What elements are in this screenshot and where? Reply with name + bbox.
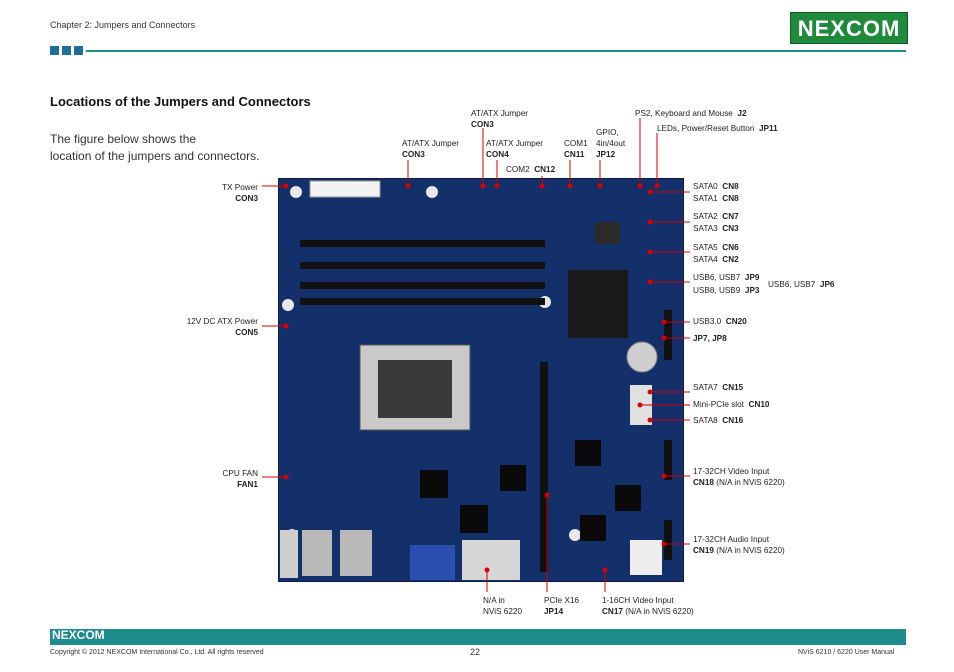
video-header [630,540,662,575]
callout-label: AT/ATX Jumper [471,109,529,118]
ic-chip [500,465,526,491]
callout-note: (N/A in NViS 6220) [713,478,785,487]
callout-code: CN15 [722,383,744,392]
callout-code: JP6 [819,280,835,289]
callout-code: CN3 [722,224,739,233]
callout-con3-left [402,138,459,160]
callout-label: PS2, Keyboard and Mouse [635,109,733,118]
board-details [280,181,672,580]
callout-label: SATA1 [693,194,718,203]
callout-label: NViS 6220 [483,607,522,616]
callout-gpio [596,127,625,160]
callout-sata4 [693,254,739,265]
callout-label: 4in/4out [596,139,626,148]
callout-con4 [486,138,543,160]
callout-label: GPIO, [596,128,619,137]
callout-label: SATA8 [693,416,718,425]
callout-code: CON3 [235,194,258,203]
callout-code: FAN1 [237,480,258,489]
callout-label: PCIe X16 [544,596,580,605]
dimm-slot [300,262,545,269]
callout-code: CON5 [235,328,258,337]
rear-io [340,530,372,576]
callout-usb67-jp6 [768,279,834,290]
section-title: Locations of the Jumpers and Connectors [50,94,311,109]
callout-code: CN12 [534,165,556,174]
footer-bar [50,629,906,645]
callout-label: USB8, USB9 [693,286,741,295]
callout-code: JP3 [744,286,760,295]
callout-label: USB6, USB7 [693,273,741,282]
callout-code: CN20 [725,317,747,326]
callout-code: CN18 [693,478,714,487]
callout-note: (N/A in NViS 6220) [713,546,785,555]
callout-code: JP11 [758,124,778,133]
callout-com1 [564,138,588,160]
callout-label: COM2 [506,165,530,174]
ic-chip [575,440,601,466]
callout-code: CN17 [602,607,623,616]
callout-12v-power [175,316,258,338]
mount-hole [290,186,302,198]
callout-code: JP7, JP8 [693,334,727,343]
callout-label: SATA3 [693,224,718,233]
callout-code: JP14 [544,607,564,616]
callout-usb89 [693,285,759,296]
pin-header [664,310,672,360]
logo-text: NEXCOM [797,16,901,41]
mount-hole [426,186,438,198]
callout-code: CN6 [722,243,739,252]
callout-sata5 [693,242,739,253]
callout-label: USB6, USB7 [768,280,816,289]
callout-label: AT/ATX Jumper [402,139,460,148]
rear-io [280,530,298,578]
mount-hole [569,529,581,541]
callout-code: CN2 [722,255,739,264]
callout-code: CON4 [486,150,509,159]
callout-label: 17-32CH Audio Input [693,535,770,544]
callout-mini-pcie [693,399,769,410]
manual-title: NViS 6210 / 6220 User Manual [798,649,895,656]
chapter-header: Chapter 2: Jumpers and Connectors [50,20,196,30]
callout-label: SATA4 [693,255,718,264]
chipset-heatsink [568,270,628,338]
callout-na [483,595,522,617]
callout-label: SATA0 [693,182,718,191]
callout-sata7 [693,382,743,393]
dimm-slot [300,240,545,247]
callout-label: SATA7 [693,383,718,392]
callout-pcie-x16 [544,595,579,617]
dimm-slot [300,282,545,289]
callout-code: CN11 [564,150,585,159]
callout-code: CN19 [693,546,714,555]
ic-chip [580,515,606,541]
callout-label: TX Power [222,183,258,192]
dimm-slot [300,298,545,305]
ic-chip [420,470,448,498]
ic-chip [595,222,620,244]
callout-label: COM1 [564,139,588,148]
intro-line-1: The figure below shows the [50,132,197,146]
callout-label: N/A in [483,596,505,605]
callout-label: 1-16CH Video Input [602,596,674,605]
callout-label: AT/ATX Jumper [486,139,544,148]
rear-io [302,530,332,576]
callout-label: 12V DC ATX Power [186,317,258,326]
callout-label: LEDs, Power/Reset Button [657,124,755,133]
callout-jp7-jp8 [693,333,727,344]
callout-label: Mini-PCIe slot [693,400,744,409]
callout-code: JP9 [744,273,760,282]
callout-cpu-fan [215,468,258,490]
callout-leds [657,123,778,134]
callout-note: (N/A in NViS 6220) [622,607,694,616]
callout-code: CON3 [471,120,494,129]
callout-tx-power [219,182,258,204]
callout-sata1 [693,193,739,204]
callout-sata0 [693,181,739,192]
callout-ps2 [635,108,747,119]
callout-label: 17-32CH Video Input [693,467,770,476]
pin-header [664,520,672,560]
mount-hole [282,299,294,311]
callout-code: JP12 [596,150,616,159]
callout-code: CN16 [722,416,744,425]
page-number: 22 [470,647,481,657]
callout-usb67-jp9 [693,272,759,283]
callout-sata2 [693,211,739,222]
callout-sata3 [693,223,739,234]
callout-usb30 [693,316,747,327]
callout-code: CN8 [722,182,739,191]
copyright-text: Copyright © 2012 NEXCOM International Co., Ltd. All rights reserved [50,649,264,656]
ic-chip [460,505,488,533]
atx-24pin-connector [310,181,380,197]
footer-logo: NEXCOM [52,628,105,642]
callout-sata8 [693,415,743,426]
callout-label: SATA5 [693,243,718,252]
ic-chip [615,485,641,511]
cmos-battery [627,342,657,372]
vga-port [410,545,455,580]
intro-line-2: location of the jumpers and connectors. [50,149,260,163]
callout-code: J2 [737,109,747,118]
callout-label: SATA2 [693,212,718,221]
callout-audio-input-17-32 [693,534,785,556]
callout-code: CON3 [402,150,425,159]
callout-code: CN7 [722,212,739,221]
callout-label: USB3.0 [693,317,722,326]
callout-video-input-1-16 [602,595,694,617]
callout-code: CN8 [722,194,739,203]
callout-con3-top [471,108,528,130]
cpu-socket-lever [378,360,452,418]
callout-video-input-17-32 [693,466,785,488]
dvi-port [462,540,520,580]
callout-label: CPU FAN [222,469,258,478]
callout-com2 [506,164,555,175]
callout-code: CN10 [748,400,770,409]
